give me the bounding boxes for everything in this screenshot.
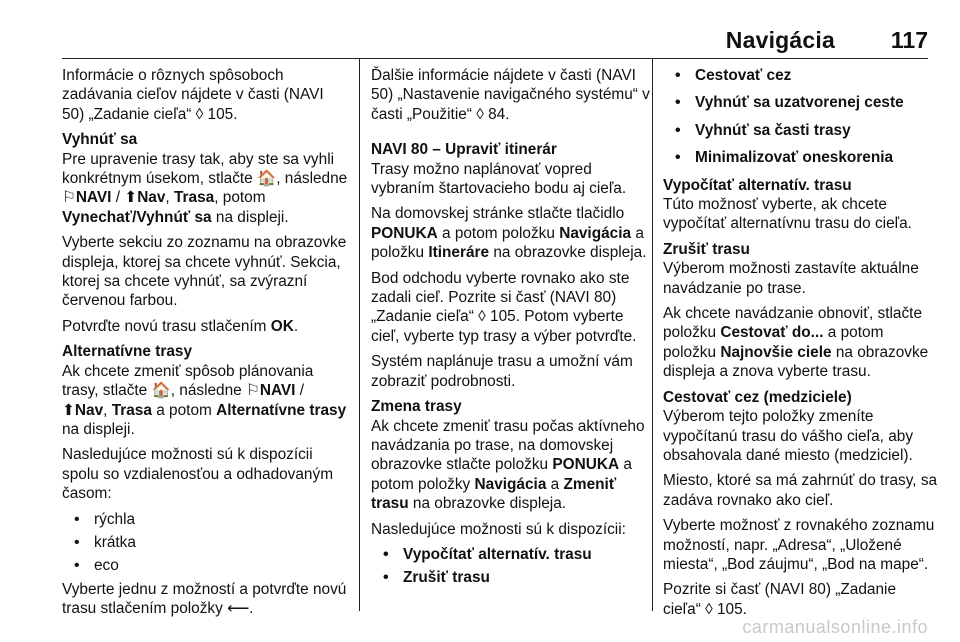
paragraph: Pozrite si časť (NAVI 80) „Zadanie cieľa“ ◊ 105.: [663, 581, 897, 618]
watermark: carmanualsonline.info: [742, 617, 928, 637]
list-item: • rýchla: [62, 510, 349, 529]
paragraph: Ak chcete zmeniť trasu počas aktívneho navádzania po trase, na domovskej obrazovke stlačte položku PONUKA a potom položky Navigácia a Zmeniť trasu na obrazovke displeja.: [371, 417, 645, 513]
home-icon: 🏠: [257, 170, 277, 188]
paragraph: Potvrďte novú trasu stlačením OK.: [62, 317, 299, 335]
column-1: [62, 66, 349, 625]
subheading-zmena-trasy: Zmena trasy: [371, 398, 462, 416]
flag-icon: ⚐: [246, 382, 260, 400]
paragraph: Vyberte sekciu zo zoznamu na obrazovke displeja, ktorej sa chcete vyhnúť. Sekcia, ktorej sa chcete vyhnúť, sa zvýrazní červenou farbou.: [62, 234, 347, 310]
paragraph: Ak chcete zmeniť spôsob plánovania trasy, stlačte 🏠, následne ⚐NAVI / ⬆Nav, Trasa a potom Alternatívne trasy na displeji.: [62, 362, 347, 438]
subheading-vyhnut-sa: Vyhnúť sa: [62, 131, 138, 149]
list-item: • Zrušiť trasu: [371, 568, 651, 587]
arrow-up-icon: ⬆: [62, 401, 75, 419]
paragraph: Ak chcete navádzanie obnoviť, stlačte položku Cestovať do... a potom položku Najnovšie ciele na obrazovke displeja a znova vyberte trasu.: [663, 305, 929, 381]
paragraph: Nasledujúce možnosti sú k dispozícii:: [371, 520, 626, 538]
list-item: • eco: [62, 556, 349, 575]
paragraph: Vyberte možnosť z rovnakého zoznamu možností, napr. „Adresa“, „Uložené miesta“, „Bod záujmu“, „Bod na mape“.: [663, 517, 935, 573]
column-2: [371, 66, 651, 592]
home-icon: 🏠: [151, 382, 171, 400]
column-divider-2: [652, 59, 653, 611]
list-item: • Cestovať cez: [663, 66, 938, 85]
paragraph: Na domovskej stránke stlačte tlačidlo PONUKA a potom položku Navigácia a položku Itineráre na obrazovke displeja.: [371, 205, 647, 262]
list-item: • Minimalizovať oneskorenia: [663, 148, 938, 167]
arrow-up-icon: ⬆: [124, 189, 138, 207]
subheading-vypocitat-alternativ-trasu: Vypočítať alternatív. trasu: [663, 176, 852, 194]
paragraph: Bod odchodu vyberte rovnako ako ste zadali cieľ. Pozrite si časť (NAVI 80) „Zadanie cieľa“ ◊ 105. Potom vyberte cieľ, vyberte typ trasy a výber potvrďte.: [371, 269, 637, 345]
paragraph: Miesto, ktoré sa má zahrnúť do trasy, sa zadáva rovnako ako cieľ.: [663, 472, 938, 509]
subheading-zrusit-trasu: Zrušiť trasu: [663, 240, 750, 258]
list-item: • Vyhnúť sa časti trasy: [663, 121, 938, 140]
subheading-navi80-upravit-itinerar: NAVI 80 – Upraviť itinerár: [371, 141, 557, 159]
flag-icon: ⚐: [62, 189, 76, 207]
subheading-cestovat-cez: Cestovať cez (medziciele): [663, 388, 852, 406]
paragraph: Vyberte jednu z možností a potvrďte novú trasu stlačením položky ⟵.: [62, 580, 347, 618]
list-item: • Vypočítať alternatív. trasu: [371, 545, 651, 564]
paragraph: Túto možnosť vyberte, ak chcete vypočítať alternatívnu trasu do cieľa.: [663, 196, 912, 233]
column-divider-1: [359, 59, 360, 611]
header-divider: [62, 58, 928, 59]
paragraph: Trasy možno naplánovať vopred vybraním štartovacieho bodu aj cieľa.: [371, 160, 627, 198]
list-item: • krátka: [62, 533, 349, 552]
paragraph: Pre upravenie trasy tak, aby ste sa vyhli konkrétnym úsekom, stlačte 🏠, následne ⚐NAVI / ⬆Nav, Trasa, potom Vynechať/Vyhnúť sa na displeji.: [62, 150, 348, 226]
paragraph: Informácie o rôznych spôsoboch zadávania cieľov nájdete v časti (NAVI 50) „Zadanie cieľa“ ◊ 105.: [62, 67, 324, 123]
subheading-alternativne-trasy: Alternatívne trasy: [62, 343, 193, 361]
paragraph: Systém naplánuje trasu a umožní vám zobraziť podrobnosti.: [371, 353, 633, 390]
page-header: [0, 0, 960, 56]
page-number: 117: [890, 27, 928, 53]
section-title: Navigácia: [725, 27, 835, 53]
paragraph: Výberom tejto položky zmeníte vypočítanú trasu do vášho cieľa, aby obsahovala dané miesto (medziciel).: [663, 408, 914, 464]
paragraph: Ďalšie informácie nájdete v časti (NAVI 50) „Nastavenie navigačného systému“ v časti „Použitie“ ◊ 84.: [371, 67, 650, 123]
paragraph: Výberom možnosti zastavíte aktuálne navádzanie po trase.: [663, 260, 919, 297]
column-3: [663, 66, 938, 625]
back-arrow-icon: ⟵: [227, 600, 250, 618]
paragraph: Nasledujúce možnosti sú k dispozícii spolu so vzdialenosťou a odhadovaným časom:: [62, 446, 334, 503]
list-item: • Vyhnúť sa uzatvorenej ceste: [663, 93, 938, 112]
